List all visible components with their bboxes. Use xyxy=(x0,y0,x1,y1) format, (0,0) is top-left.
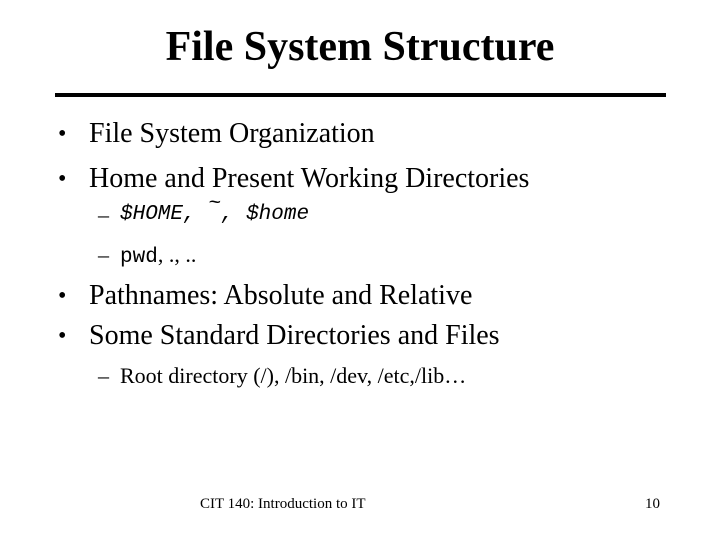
bullet-text: Home and Present Working Directories xyxy=(89,163,530,194)
dash-glyph: – xyxy=(98,202,109,227)
bullet-glyph: • xyxy=(58,166,67,192)
bullet-text: Some Standard Directories and Files xyxy=(89,320,500,351)
sub-bullet-text: Root directory (/), /bin, /dev, /etc,/lib… xyxy=(120,363,467,388)
footer-course: CIT 140: Introduction to IT xyxy=(200,496,366,512)
pwd-command: pwd xyxy=(120,246,158,269)
slide-title: File System Structure xyxy=(165,24,555,70)
title-divider xyxy=(55,93,666,97)
sub-bullet-text: $HOME, ~, $home xyxy=(120,193,310,226)
bullet-glyph: • xyxy=(58,121,67,147)
bullet-text: Pathnames: Absolute and Relative xyxy=(89,280,473,311)
slide-number: 10 xyxy=(645,496,660,512)
env-var-home: $HOME xyxy=(120,203,184,226)
bullet-glyph: • xyxy=(58,323,67,349)
dash-glyph: – xyxy=(98,363,109,388)
shell-var-home: $home xyxy=(246,203,310,226)
dash-glyph: – xyxy=(98,242,109,267)
tilde-symbol: ~ xyxy=(208,193,221,216)
sub-bullet-text: pwd, ., .. xyxy=(120,242,197,269)
bullet-glyph: • xyxy=(58,283,67,309)
bullet-text: File System Organization xyxy=(89,118,375,149)
